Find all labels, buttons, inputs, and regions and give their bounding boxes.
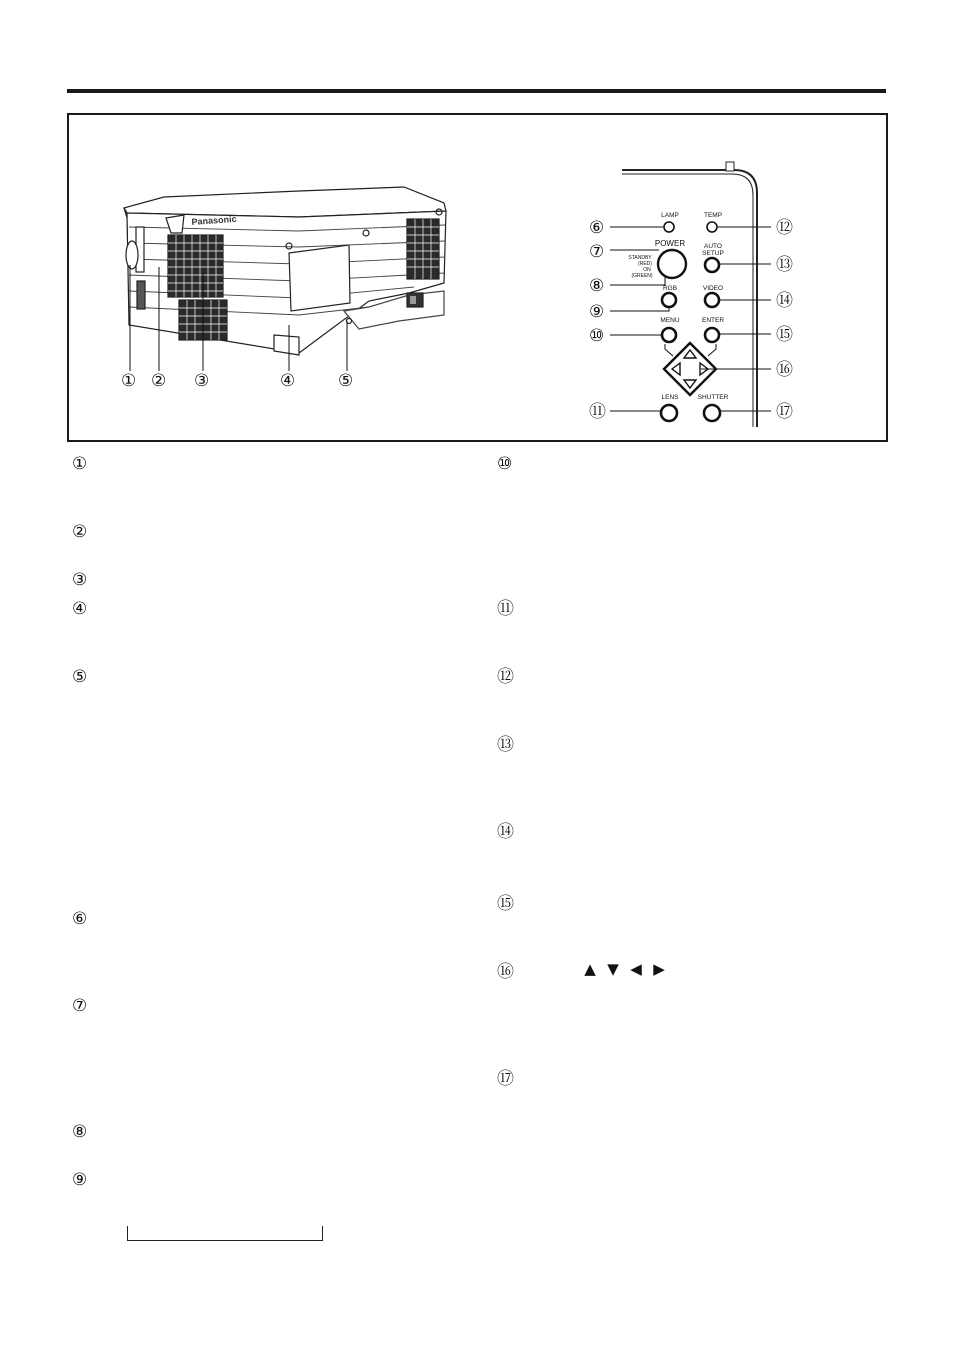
callout-12: ⑫ xyxy=(776,218,793,237)
label-enter: ENTER xyxy=(701,317,725,324)
label-shutter: SHUTTER xyxy=(697,394,729,401)
auto-setup-button xyxy=(705,258,719,272)
label-video: VIDEO xyxy=(702,285,724,292)
projector-illustration xyxy=(124,187,446,355)
list-marker-2: ② xyxy=(72,522,88,542)
callout-15: ⑮ xyxy=(776,325,793,344)
list-marker-15: ⑮ xyxy=(497,894,514,914)
callout-6: ⑥ xyxy=(589,218,605,237)
arrow-right-icon: ▶ xyxy=(653,960,665,978)
label-red: (RED) xyxy=(638,261,652,267)
enter-button xyxy=(705,328,719,342)
list-marker-10: ⑩ xyxy=(497,454,513,474)
label-temp: TEMP xyxy=(703,212,723,219)
label-green: (GREEN) xyxy=(631,273,653,279)
callout-14: ⑭ xyxy=(776,291,793,310)
lens-button xyxy=(661,405,677,421)
list-marker-13: ⑬ xyxy=(497,735,514,755)
list-marker-11: ⑪ xyxy=(497,599,514,619)
callout-1: ① xyxy=(121,371,137,390)
callout-9: ⑨ xyxy=(589,302,605,321)
figure-svg xyxy=(69,115,886,440)
label-auto: AUTO xyxy=(704,243,722,250)
top-rule xyxy=(67,89,886,93)
list-marker-14: ⑭ xyxy=(497,822,514,842)
list-marker-1: ① xyxy=(72,454,88,474)
callout-5: ⑤ xyxy=(338,371,354,390)
power-button xyxy=(658,250,686,278)
empty-bracket-box xyxy=(127,1226,323,1241)
label-on: ON xyxy=(643,267,651,273)
temp-indicator xyxy=(707,222,717,232)
list-marker-7: ⑦ xyxy=(72,996,88,1016)
lamp-indicator xyxy=(664,222,674,232)
callout-11: ⑪ xyxy=(589,402,606,421)
callout-4: ④ xyxy=(280,371,296,390)
label-lamp: LAMP xyxy=(661,212,679,219)
brand-logo-text: Panasonic xyxy=(191,213,237,227)
label-rgb: RGB xyxy=(662,285,678,292)
list-marker-12: ⑫ xyxy=(497,667,514,687)
menu-button xyxy=(662,328,676,342)
projector-callouts xyxy=(121,371,353,390)
list-marker-4: ④ xyxy=(72,599,88,619)
rgb-button xyxy=(662,293,676,307)
callout-3: ③ xyxy=(194,371,210,390)
label-setup: SETUP xyxy=(702,250,724,257)
figure-box xyxy=(67,113,888,442)
label-standby: STANDBY xyxy=(628,255,652,261)
list-marker-6: ⑥ xyxy=(72,909,88,929)
callout-16: ⑯ xyxy=(776,360,793,379)
label-menu: MENU xyxy=(660,317,680,324)
list-marker-3: ③ xyxy=(72,570,88,590)
callout-17: ⑰ xyxy=(776,402,793,421)
list-marker-9: ⑨ xyxy=(72,1170,88,1190)
list-marker-16: ⑯ xyxy=(497,962,514,982)
arrow-down-icon: ▼ xyxy=(607,960,619,978)
video-button xyxy=(705,293,719,307)
callout-7: ⑦ xyxy=(589,242,605,261)
list-marker-17: ⑰ xyxy=(497,1069,514,1089)
label-power: POWER xyxy=(654,239,686,248)
list-marker-8: ⑧ xyxy=(72,1122,88,1142)
callout-2: ② xyxy=(151,371,167,390)
callout-8: ⑧ xyxy=(589,276,605,295)
shutter-button xyxy=(704,405,720,421)
callout-13: ⑬ xyxy=(776,255,793,274)
arrow-left-icon: ◀ xyxy=(630,960,642,978)
arrow-up-icon: ▲ xyxy=(584,960,596,978)
arrow-key-symbols xyxy=(582,962,667,977)
label-lens: LENS xyxy=(661,394,679,401)
callout-10: ⑩ xyxy=(589,326,605,345)
list-marker-5: ⑤ xyxy=(72,667,88,687)
